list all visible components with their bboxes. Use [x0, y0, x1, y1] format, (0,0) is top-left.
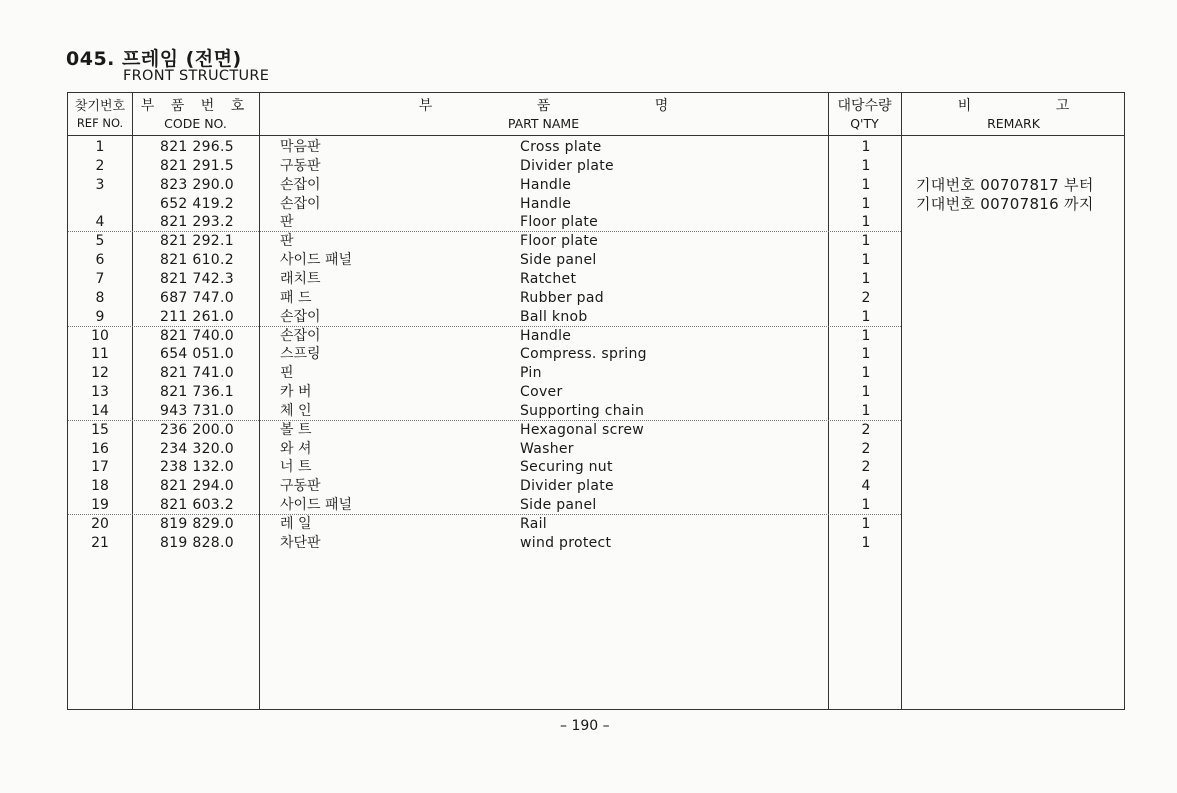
col-header-ref: 찾기번호 — [74, 99, 126, 114]
part-name-ko-cell: 판 — [280, 214, 294, 231]
part-name-en-cell: Hexagonal screw — [520, 421, 645, 438]
qty-cell: 1 — [861, 327, 871, 344]
qty-cell: 2 — [861, 459, 871, 476]
col-header-ref-en: REF NO. — [76, 116, 124, 130]
col-header-name-en: PART NAME — [507, 116, 580, 131]
part-name-en-cell: Side panel — [520, 252, 597, 269]
qty-cell: 1 — [861, 157, 871, 174]
part-name-en-cell: Compress. spring — [520, 346, 647, 363]
code-no-cell: 652 419.2 — [160, 195, 234, 212]
code-no-cell: 238 132.0 — [160, 459, 234, 476]
part-name-ko-cell: 래치트 — [280, 270, 321, 287]
ref-no-cell: 4 — [95, 214, 105, 231]
code-no-cell: 821 741.0 — [160, 365, 234, 382]
part-name-en-cell: Handle — [520, 195, 572, 212]
code-no-cell: 821 294.0 — [160, 478, 234, 495]
part-name-en-cell: Pin — [520, 365, 542, 382]
ref-no-cell: 16 — [91, 440, 109, 457]
col-header-remark: 비 고 — [957, 98, 1070, 114]
part-name-ko-cell: 구동판 — [280, 157, 321, 174]
part-name-ko-cell: 레 일 — [280, 516, 312, 532]
ref-no-cell: 15 — [91, 421, 109, 438]
ref-no-cell: 2 — [95, 157, 105, 174]
part-name-ko-cell: 사이드 패널 — [280, 252, 353, 269]
qty-cell: 1 — [861, 497, 871, 514]
page-subtitle: FRONT STRUCTURE — [123, 68, 270, 84]
part-name-en-cell: Ratchet — [520, 270, 577, 287]
qty-cell: 1 — [861, 402, 871, 419]
part-name-ko-cell: 손잡이 — [280, 308, 321, 325]
code-no-cell: 821 736.1 — [160, 384, 234, 401]
ref-no-cell: 19 — [91, 497, 109, 514]
ref-no-cell: 11 — [91, 346, 109, 363]
part-name-en-cell: Floor plate — [520, 214, 599, 231]
code-no-cell: 823 290.0 — [160, 176, 234, 193]
col-header-code-en: CODE NO. — [164, 116, 227, 131]
code-no-cell: 236 200.0 — [160, 421, 234, 438]
part-name-en-cell: Cross plate — [520, 139, 602, 155]
code-no-cell: 687 747.0 — [160, 289, 234, 306]
part-name-en-cell: Supporting chain — [520, 402, 645, 419]
code-no-cell: 211 261.0 — [160, 308, 234, 325]
qty-cell: 1 — [861, 233, 871, 250]
qty-cell: 1 — [861, 195, 871, 212]
col-header-qty-en: Q'TY — [850, 116, 879, 131]
ref-no-cell: 1 — [95, 139, 105, 155]
ref-no-cell: 8 — [95, 289, 105, 306]
remark-cell: 기대번호 00707817 부터 — [916, 175, 1094, 194]
qty-cell: 1 — [861, 308, 871, 325]
code-no-cell: 821 740.0 — [160, 327, 234, 344]
part-name-en-cell: Handle — [520, 327, 572, 344]
ref-no-cell: 9 — [95, 308, 105, 325]
ref-no-cell: 14 — [91, 402, 109, 419]
part-name-en-cell: Floor plate — [520, 233, 599, 250]
part-name-en-cell: Washer — [520, 440, 574, 457]
ref-no-cell: 17 — [91, 459, 109, 476]
part-name-en-cell: Securing nut — [520, 459, 613, 476]
part-name-ko-cell: 너 트 — [280, 459, 312, 476]
qty-cell: 1 — [861, 252, 871, 269]
code-no-cell: 819 829.0 — [160, 516, 234, 532]
parts-table — [67, 92, 1125, 710]
col-header-name: 부 품 명 — [418, 98, 669, 114]
qty-cell: 1 — [861, 534, 871, 551]
part-name-en-cell: Divider plate — [520, 157, 614, 174]
ref-no-cell: 5 — [95, 233, 105, 250]
ref-no-cell: 10 — [91, 327, 109, 344]
part-name-ko-cell: 차단판 — [280, 534, 321, 551]
qty-cell: 2 — [861, 289, 871, 306]
page-title: 045. 프레임 (전면) — [66, 48, 242, 70]
part-name-en-cell: Cover — [520, 384, 563, 401]
code-no-cell: 821 296.5 — [160, 139, 234, 155]
qty-cell: 1 — [861, 365, 871, 382]
part-name-en-cell: Rubber pad — [520, 289, 604, 306]
qty-cell: 2 — [861, 421, 871, 438]
ref-no-cell: 12 — [91, 365, 109, 382]
part-name-en-cell: Handle — [520, 176, 572, 193]
col-header-qty: 대당수량 — [837, 98, 892, 114]
part-name-en-cell: wind protect — [520, 534, 612, 551]
qty-cell: 2 — [861, 440, 871, 457]
qty-cell: 1 — [861, 270, 871, 287]
part-name-ko-cell: 와 셔 — [280, 440, 312, 457]
qty-cell: 1 — [861, 384, 871, 401]
ref-no-cell: 7 — [95, 270, 105, 287]
ref-no-cell: 6 — [95, 252, 105, 269]
part-name-ko-cell: 손잡이 — [280, 327, 321, 344]
part-name-en-cell: Rail — [520, 516, 547, 532]
part-name-ko-cell: 스프링 — [280, 346, 321, 363]
qty-cell: 1 — [861, 516, 871, 532]
qty-cell: 1 — [861, 139, 871, 155]
qty-cell: 1 — [861, 346, 871, 363]
part-name-ko-cell: 판 — [280, 233, 294, 250]
ref-no-cell: 18 — [91, 478, 109, 495]
part-name-en-cell: Divider plate — [520, 478, 614, 495]
ref-no-cell: 13 — [91, 384, 109, 401]
qty-cell: 1 — [861, 214, 871, 231]
ref-no-cell: 3 — [95, 176, 105, 193]
code-no-cell: 821 293.2 — [160, 214, 234, 231]
qty-cell: 1 — [861, 176, 871, 193]
ref-no-cell: 21 — [91, 534, 109, 551]
part-name-ko-cell: 손잡이 — [280, 176, 321, 193]
code-no-cell: 821 291.5 — [160, 157, 234, 174]
code-no-cell: 821 742.3 — [160, 270, 234, 287]
part-name-ko-cell: 구동판 — [280, 478, 321, 495]
part-name-ko-cell: 사이드 패널 — [280, 497, 353, 514]
qty-cell: 4 — [861, 478, 871, 495]
part-name-ko-cell: 손잡이 — [280, 195, 321, 212]
code-no-cell: 821 603.2 — [160, 497, 234, 514]
page-number: – 190 – — [560, 718, 610, 734]
part-name-ko-cell: 패 드 — [280, 289, 312, 306]
code-no-cell: 819 828.0 — [160, 534, 234, 551]
part-name-en-cell: Ball knob — [520, 308, 588, 325]
part-name-en-cell: Side panel — [520, 497, 597, 514]
code-no-cell: 821 292.1 — [160, 233, 234, 250]
col-header-code: 부 품 번 호 — [140, 98, 251, 114]
code-no-cell: 821 610.2 — [160, 252, 234, 269]
remark-cell: 기대번호 00707816 까지 — [916, 194, 1094, 213]
code-no-cell: 943 731.0 — [160, 402, 234, 419]
part-name-ko-cell: 카 버 — [280, 384, 312, 401]
part-name-ko-cell: 체 인 — [280, 402, 312, 419]
col-header-remark-en: REMARK — [987, 116, 1040, 131]
part-name-ko-cell: 핀 — [280, 365, 294, 382]
ref-no-cell: 20 — [91, 516, 109, 532]
part-name-ko-cell: 볼 트 — [280, 421, 312, 438]
code-no-cell: 234 320.0 — [160, 440, 234, 457]
code-no-cell: 654 051.0 — [160, 346, 234, 363]
part-name-ko-cell: 막음판 — [280, 139, 321, 155]
